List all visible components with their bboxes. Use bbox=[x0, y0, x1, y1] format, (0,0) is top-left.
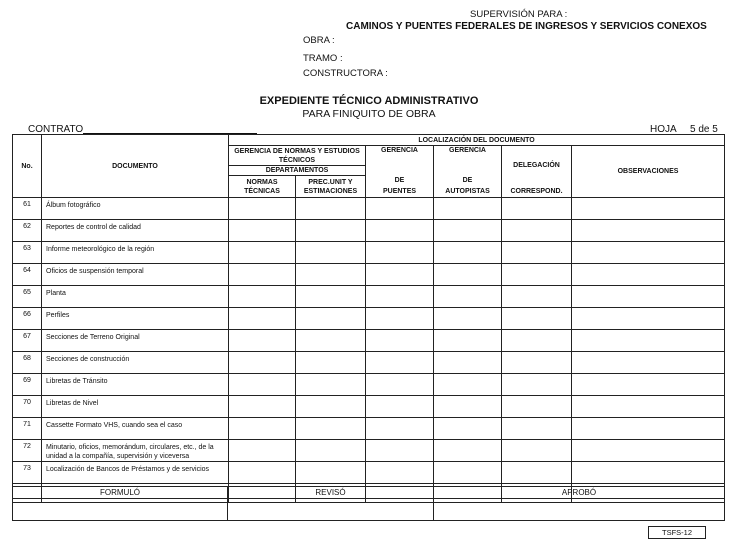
cell-observaciones[interactable] bbox=[572, 198, 725, 220]
cell-prec[interactable] bbox=[296, 374, 366, 396]
cell-delegacion[interactable] bbox=[502, 352, 572, 374]
cell-puentes[interactable] bbox=[366, 374, 434, 396]
cell-autopistas[interactable] bbox=[434, 286, 502, 308]
table-row bbox=[13, 198, 725, 220]
cell-prec[interactable] bbox=[296, 286, 366, 308]
aprobo-label: APROBÓ bbox=[434, 487, 725, 499]
cell-normas[interactable] bbox=[229, 330, 296, 352]
cell-autopistas[interactable] bbox=[434, 462, 502, 484]
col-normas-tecnicas: NORMAS TÉCNICAS bbox=[229, 176, 296, 198]
cell-observaciones[interactable] bbox=[572, 396, 725, 418]
cell-normas[interactable] bbox=[229, 286, 296, 308]
cell-delegacion[interactable] bbox=[502, 418, 572, 440]
cell-autopistas[interactable] bbox=[434, 308, 502, 330]
col-puentes-bot: PUENTES bbox=[366, 186, 434, 198]
cell-delegacion[interactable] bbox=[502, 396, 572, 418]
cell-observaciones[interactable] bbox=[572, 462, 725, 484]
cell-puentes[interactable] bbox=[366, 264, 434, 286]
row-number: 63 bbox=[13, 242, 42, 264]
row-number: 61 bbox=[13, 198, 42, 220]
cell-delegacion[interactable] bbox=[502, 330, 572, 352]
col-prec-unit: PREC.UNIT Y ESTIMACIONES bbox=[296, 176, 366, 198]
cell-delegacion[interactable] bbox=[502, 220, 572, 242]
row-document: Perfiles bbox=[42, 308, 229, 330]
row-document: Álbum fotográfico bbox=[42, 198, 229, 220]
cell-puentes[interactable] bbox=[366, 286, 434, 308]
cell-prec[interactable] bbox=[296, 330, 366, 352]
table-row bbox=[13, 286, 725, 308]
cell-normas[interactable] bbox=[229, 418, 296, 440]
row-number: 68 bbox=[13, 352, 42, 374]
cell-prec[interactable] bbox=[296, 264, 366, 286]
cell-observaciones[interactable] bbox=[572, 330, 725, 352]
organization-name: CAMINOS Y PUENTES FEDERALES DE INGRESOS Y SERVICIOS CONEXOS bbox=[346, 21, 707, 32]
cell-prec[interactable] bbox=[296, 242, 366, 264]
cell-normas[interactable] bbox=[229, 264, 296, 286]
cell-observaciones[interactable] bbox=[572, 352, 725, 374]
cell-autopistas[interactable] bbox=[434, 242, 502, 264]
cell-autopistas[interactable] bbox=[434, 330, 502, 352]
cell-autopistas[interactable] bbox=[434, 440, 502, 462]
col-correspond: CORRESPOND. bbox=[502, 186, 572, 198]
table-row bbox=[13, 242, 725, 264]
cell-puentes[interactable] bbox=[366, 308, 434, 330]
hoja-value: 5 de 5 bbox=[690, 124, 718, 135]
cell-puentes[interactable] bbox=[366, 198, 434, 220]
cell-autopistas[interactable] bbox=[434, 396, 502, 418]
cell-autopistas[interactable] bbox=[434, 352, 502, 374]
formulo-signature-field[interactable] bbox=[13, 499, 228, 521]
cell-prec[interactable] bbox=[296, 220, 366, 242]
page-title: EXPEDIENTE TÉCNICO ADMINISTRATIVO bbox=[259, 95, 479, 107]
tramo-label: TRAMO : bbox=[303, 53, 343, 64]
cell-puentes[interactable] bbox=[366, 418, 434, 440]
cell-puentes[interactable] bbox=[366, 396, 434, 418]
cell-prec[interactable] bbox=[296, 462, 366, 484]
col-autopistas-top: GERENCIA bbox=[434, 146, 502, 176]
table-row bbox=[13, 352, 725, 374]
row-document: Libretas de Tránsito bbox=[42, 374, 229, 396]
cell-delegacion[interactable] bbox=[502, 308, 572, 330]
cell-prec[interactable] bbox=[296, 440, 366, 462]
cell-prec[interactable] bbox=[296, 198, 366, 220]
col-puentes-mid: DE bbox=[366, 176, 434, 186]
table-row bbox=[13, 308, 725, 330]
cell-observaciones[interactable] bbox=[572, 264, 725, 286]
page-subtitle: PARA FINIQUITO DE OBRA bbox=[302, 108, 436, 120]
row-number: 72 bbox=[13, 440, 42, 462]
row-number: 67 bbox=[13, 330, 42, 352]
row-document: Minutario, oficios, memorándum, circulares, etc., de la unidad a la compañía, supervisión y viceversa bbox=[42, 440, 229, 462]
col-documento: DOCUMENTO bbox=[42, 135, 229, 198]
col-delegacion: DELEGACIÓN bbox=[502, 146, 572, 186]
col-autopistas-mid: DE bbox=[434, 176, 502, 186]
col-autopistas-bot: AUTOPISTAS bbox=[434, 186, 502, 198]
cell-prec[interactable] bbox=[296, 418, 366, 440]
cell-autopistas[interactable] bbox=[434, 374, 502, 396]
row-document: Informe meteorológico de la región bbox=[42, 242, 229, 264]
reviso-signature-field[interactable] bbox=[228, 499, 434, 521]
cell-normas[interactable] bbox=[229, 198, 296, 220]
cell-prec[interactable] bbox=[296, 396, 366, 418]
table-row bbox=[13, 374, 725, 396]
row-number: 62 bbox=[13, 220, 42, 242]
cell-delegacion[interactable] bbox=[502, 286, 572, 308]
row-number: 69 bbox=[13, 374, 42, 396]
row-document: Libretas de Nivel bbox=[42, 396, 229, 418]
row-number: 66 bbox=[13, 308, 42, 330]
cell-normas[interactable] bbox=[229, 220, 296, 242]
row-number: 71 bbox=[13, 418, 42, 440]
cell-autopistas[interactable] bbox=[434, 198, 502, 220]
cell-autopistas[interactable] bbox=[434, 220, 502, 242]
row-document: Reportes de control de calidad bbox=[42, 220, 229, 242]
cell-observaciones[interactable] bbox=[572, 440, 725, 462]
cell-delegacion[interactable] bbox=[502, 264, 572, 286]
cell-delegacion[interactable] bbox=[502, 374, 572, 396]
row-document: Cassette Formato VHS, cuando sea el caso bbox=[42, 418, 229, 440]
form-code: TSFS-12 bbox=[648, 526, 706, 539]
row-document: Secciones de Terreno Original bbox=[42, 330, 229, 352]
row-number: 70 bbox=[13, 396, 42, 418]
table-row bbox=[13, 418, 725, 440]
table-row bbox=[13, 440, 725, 462]
cell-normas[interactable] bbox=[229, 374, 296, 396]
cell-observaciones[interactable] bbox=[572, 242, 725, 264]
cell-delegacion[interactable] bbox=[502, 198, 572, 220]
cell-normas[interactable] bbox=[229, 242, 296, 264]
formulo-label: FORMULÓ bbox=[13, 487, 228, 499]
cell-normas[interactable] bbox=[229, 462, 296, 484]
cell-delegacion[interactable] bbox=[502, 440, 572, 462]
col-localizacion: LOCALIZACIÓN DEL DOCUMENTO bbox=[229, 135, 725, 146]
reviso-label: REVISÓ bbox=[228, 487, 434, 499]
obra-label: OBRA : bbox=[303, 35, 335, 46]
constructora-label: CONSTRUCTORA : bbox=[303, 68, 388, 79]
table-row bbox=[13, 330, 725, 352]
table-row bbox=[13, 264, 725, 286]
cell-autopistas[interactable] bbox=[434, 418, 502, 440]
col-gerencia-normas: GERENCIA DE NORMAS Y ESTUDIOS TÉCNICOS bbox=[229, 146, 366, 166]
col-departamentos: DEPARTAMENTOS bbox=[229, 166, 366, 176]
cell-observaciones[interactable] bbox=[572, 220, 725, 242]
row-document: Oficios de suspensión temporal bbox=[42, 264, 229, 286]
table-row bbox=[13, 396, 725, 418]
cell-observaciones[interactable] bbox=[572, 418, 725, 440]
cell-normas[interactable] bbox=[229, 396, 296, 418]
col-observaciones: OBSERVACIONES bbox=[572, 146, 725, 198]
cell-observaciones[interactable] bbox=[572, 286, 725, 308]
cell-observaciones[interactable] bbox=[572, 374, 725, 396]
cell-puentes[interactable] bbox=[366, 242, 434, 264]
table-row bbox=[13, 220, 725, 242]
row-document: Localización de Bancos de Préstamos y de servicios bbox=[42, 462, 229, 484]
contrato-label: CONTRATO bbox=[28, 124, 84, 135]
row-number: 73 bbox=[13, 462, 42, 484]
cell-prec[interactable] bbox=[296, 352, 366, 374]
cell-prec[interactable] bbox=[296, 308, 366, 330]
cell-puentes[interactable] bbox=[366, 220, 434, 242]
cell-puentes[interactable] bbox=[366, 352, 434, 374]
row-document: Planta bbox=[42, 286, 229, 308]
cell-puentes[interactable] bbox=[366, 330, 434, 352]
cell-normas[interactable] bbox=[229, 440, 296, 462]
row-document: Secciones de construcción bbox=[42, 352, 229, 374]
cell-puentes[interactable] bbox=[366, 440, 434, 462]
document-table bbox=[12, 134, 725, 503]
cell-normas[interactable] bbox=[229, 352, 296, 374]
col-puentes-top: GERENCIA bbox=[366, 146, 434, 176]
cell-puentes[interactable] bbox=[366, 462, 434, 484]
cell-delegacion[interactable] bbox=[502, 242, 572, 264]
row-number: 65 bbox=[13, 286, 42, 308]
cell-observaciones[interactable] bbox=[572, 308, 725, 330]
aprobo-signature-field[interactable] bbox=[434, 499, 725, 521]
table-row bbox=[13, 462, 725, 484]
signature-table bbox=[12, 486, 725, 521]
supervision-label: SUPERVISIÓN PARA : bbox=[470, 9, 568, 20]
row-number: 64 bbox=[13, 264, 42, 286]
cell-delegacion[interactable] bbox=[502, 462, 572, 484]
cell-normas[interactable] bbox=[229, 308, 296, 330]
hoja-label: HOJA bbox=[650, 124, 677, 135]
col-no: No. bbox=[13, 135, 42, 198]
cell-autopistas[interactable] bbox=[434, 264, 502, 286]
